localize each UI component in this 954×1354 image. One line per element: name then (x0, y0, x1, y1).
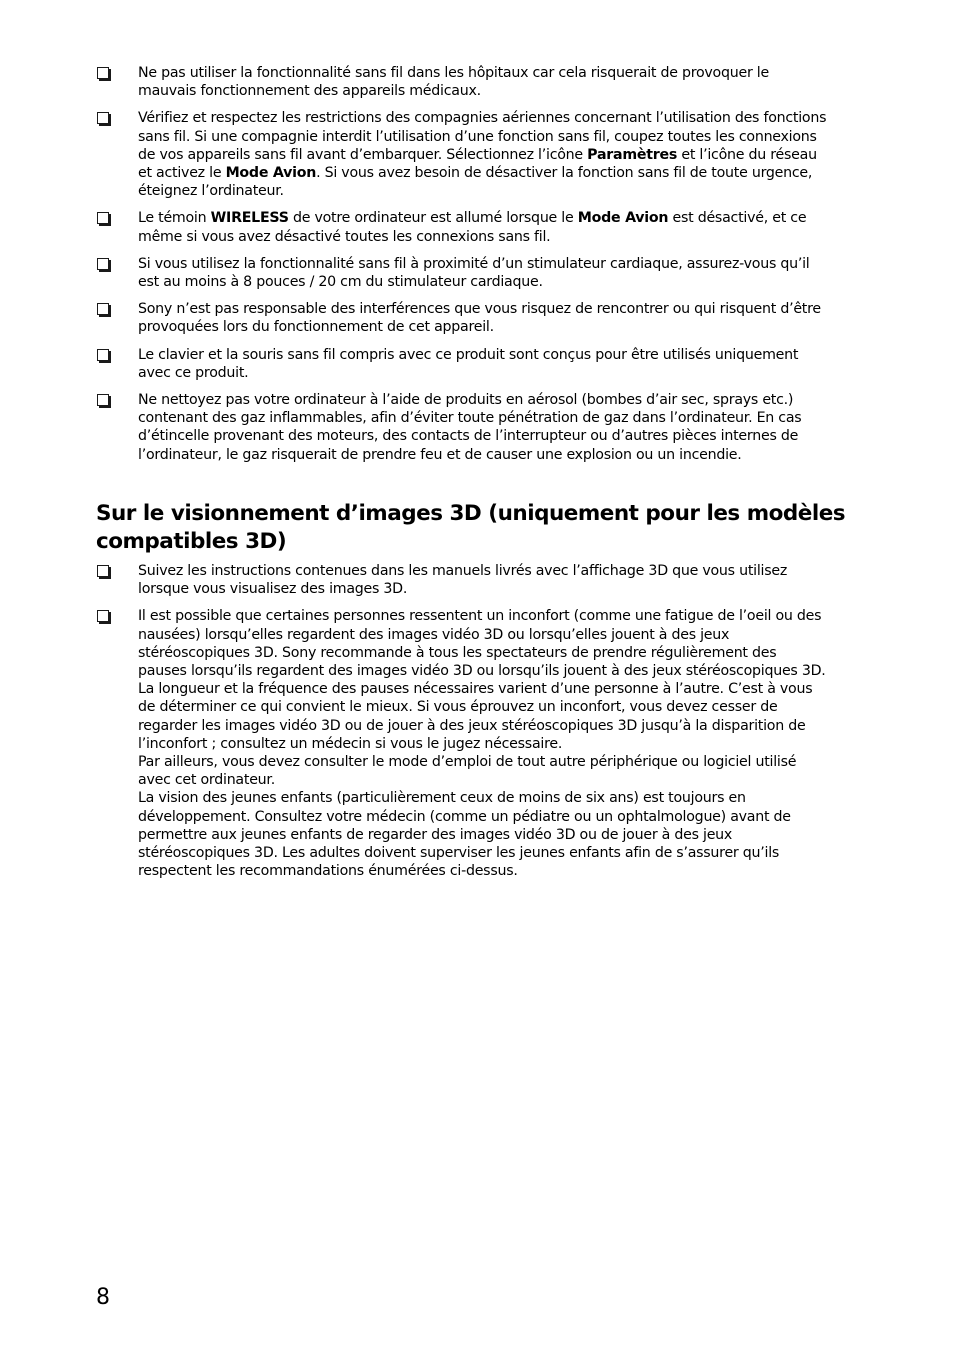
bold-term: Mode Avion (577, 210, 669, 227)
page-number: 8 (96, 1285, 110, 1310)
text-run: . Si vous avez besoin de désactiver la fonction sans fil de toute urgence, éteignez l’ordinateur. (138, 165, 813, 200)
list-item-text (138, 347, 798, 381)
list-item (96, 255, 828, 291)
text-run: est désactivé, et ce même si vous avez désactivé toutes les connexions sans fil. (138, 210, 807, 245)
checkbox-square-icon (97, 565, 109, 577)
text-run: Si vous utilisez la fonctionnalité sans fil à proximité d’un stimulateur cardiaque, assurez-vous qu’il est au moins à 8 pouces / 20 cm du stimulateur cardiaque. (138, 255, 810, 291)
text-run: Sony n’est pas responsable des interférences que vous risquez de rencontrer ou qui risquent d’être provoquées lors du fonctionnement de cet appareil. (138, 301, 821, 336)
list-item-text (138, 562, 828, 598)
text-run: Le témoin (138, 210, 211, 227)
list-item (96, 209, 828, 245)
text-run: Vérifiez et respectez les restrictions des compagnies aériennes concernant l’utilisation des fonctions sans fil. Si une compagnie interdit l’utilisation d’une fonction sans fil, coupez toutes les connexions de vos appareils sans fil avant d’embarquer. Sélectionnez l’icône (138, 110, 827, 163)
text-run: de votre ordinateur est allumé lorsque le (288, 210, 578, 227)
3d-viewing-precautions-list (96, 562, 828, 889)
paragraph: La vision des jeunes enfants (particulièrement ceux de moins de six ans) est toujours en développement. Consultez votre médecin (comme un pédiatre ou un ophtalmologue) avant de permettre aux jeunes enfants de regarder des images vidéo 3D ou de jouer à des jeux stéréoscopiques 3D. Les adultes doivent superviser les jeunes enfants afin de s’assurer qu’ils respectent les recommandations énumérées ci-dessus. (138, 790, 791, 880)
checkbox-square-icon (97, 112, 109, 124)
paragraph: Suivez les instructions contenues dans les manuels livrés avec l’affichage 3D que vous utilisez lorsque vous visualisez des images 3D. (138, 563, 788, 598)
list-item-text (138, 301, 821, 335)
checkbox-square-icon (97, 303, 109, 315)
list-item-text (138, 210, 806, 244)
checkbox-square-icon (97, 349, 109, 361)
checkbox-square-icon (97, 67, 109, 79)
list-item (96, 607, 828, 880)
list-item (96, 562, 828, 598)
paragraph: Il est possible que certaines personnes ressentent un inconfort (comme une fatigue de l’oeil ou des nausées) lorsqu’elles regardent des images vidéo 3D ou lorsqu’elles jouent à des jeux stéréoscopiques 3D. Sony recommande à tous les spectateurs de prendre régulièrement des pauses lorsqu’ils regardent des images vidéo 3D ou lorsqu’ils jouent à des jeux stéréoscopiques 3D. La longueur et la fréquence des pauses nécessaires varient d’une personne à l’autre. C’est à vous de déterminer ce qui convient le mieux. Si vous éprouvez un inconfort, vous devez cesser de regarder les images vidéo 3D ou de jouer à des jeux stéréoscopiques 3D jusqu’à la disparition de l’inconfort ; consultez un médecin si vous le jugez nécessaire. (138, 608, 826, 752)
list-item (96, 300, 828, 336)
list-item-text (138, 392, 801, 463)
checkbox-square-icon (97, 394, 109, 406)
text-run: Ne nettoyez pas votre ordinateur à l’aide de produits en aérosol (bombes d’air sec, sprays etc.) contenant des gaz inflammables, afin d’éviter toute pénétration de gaz dans l’ordinateur. En cas d’étincelle provenant des moteurs, des contacts de l’interrupteur ou d’autres pièces internes de l’ordinateur, le gaz risquerait de prendre feu et de causer une explosion ou un incendie. (138, 392, 802, 463)
list-item (96, 346, 828, 382)
text-run: et l’icône du réseau et activez le (138, 146, 817, 182)
list-item (96, 109, 828, 200)
checkbox-square-icon (97, 212, 109, 224)
bold-term: WIRELESS (210, 210, 289, 227)
list-item-text (138, 110, 826, 199)
list-item-text (138, 607, 828, 880)
wireless-precautions-list (96, 64, 828, 473)
list-item (96, 391, 828, 464)
paragraph: Par ailleurs, vous devez consulter le mode d’emploi de tout autre périphérique ou logiciel utilisé avec cet ordinateur. (138, 754, 797, 789)
list-item-text (138, 65, 769, 99)
list-item-text (138, 256, 810, 290)
list-item (96, 64, 828, 100)
text-run: Ne pas utiliser la fonctionnalité sans fil dans les hôpitaux car cela risquerait de provoquer le mauvais fonctionnement des appareils médicaux. (138, 65, 769, 100)
bold-term: Paramètres (587, 146, 678, 163)
checkbox-square-icon (97, 258, 109, 270)
section-heading-3d: Sur le visionnement d’images 3D (uniquement pour les modèles compatibles 3D) (96, 501, 846, 554)
bold-term: Mode Avion (225, 165, 317, 182)
checkbox-square-icon (97, 610, 109, 622)
text-run: Le clavier et la souris sans fil compris avec ce produit sont conçus pour être utilisés uniquement avec ce produit. (138, 346, 799, 381)
